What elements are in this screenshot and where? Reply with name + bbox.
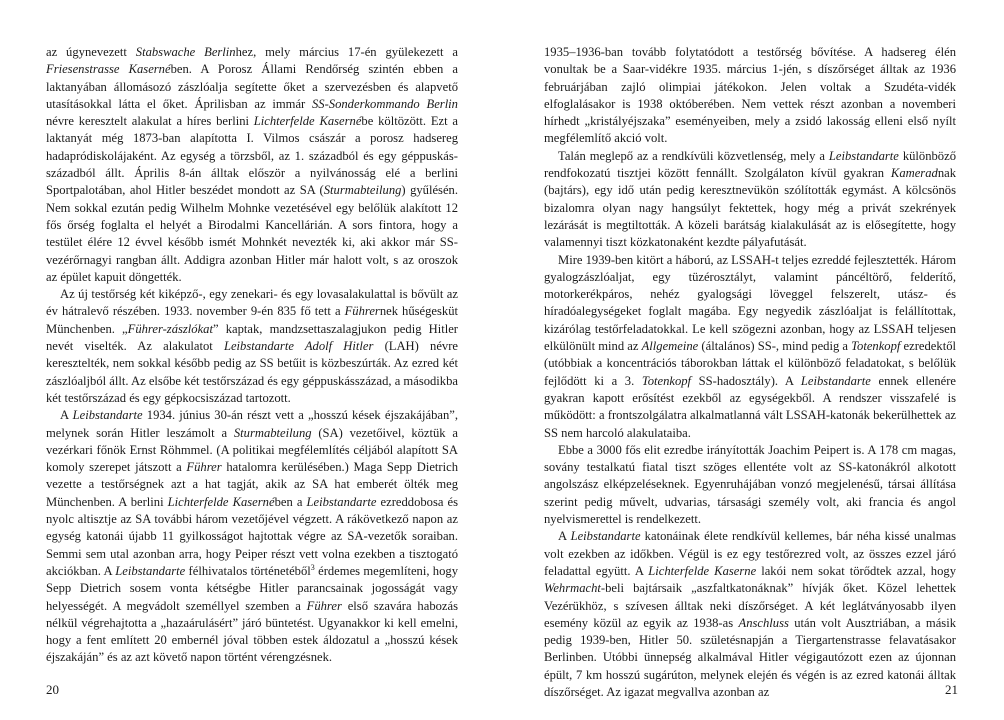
text-run: ) gyűlésén. Nem sokkal ezután pedig Wilhelm Mohnke vezetésével egy belőlük alakított 12 fős őrség foglalta el helyét a Birodalmi Kancellárián. A sors fintora, hogy a testület élére 12 évvel később ismét Mohnkét nevezték ki, aki akkor már SS-vezérőrnagyi rangban állt. Addigra azonban Hitler már halott volt, s az oroszok az épület kapuit döngették. [46,183,458,284]
text-run: után volt Ausztriában, a másik pedig 1939-ben, Hitler 50. születésnapján a Tiergartenstrasse felavatásakor Berlinben. Utóbbi ünnepség alkalmával Hitler végigautózott ezen az újonnan épült, 7 km hosszú sugárúton, melynek elején és végén is az ezred katonái álltak díszőrséget. Az igazat megvallva azonban az [544,615,956,699]
italic-text: Lichterfelde Kaserné [253,114,362,129]
paragraph [544,442,956,528]
italic-text: SS-Sonderkommando Berlin [312,96,458,111]
text-run: A [60,408,73,423]
text-run: Talán meglepő az a rendkívüli közvetlenség, mely a [558,148,829,163]
paragraph [46,286,458,407]
italic-text: Führer [344,304,380,319]
text-run: Ebbe a 3000 fős elit ezredbe irányították Joachim Peipert is. A 178 cm magas, sovány testalkatú fiatal tiszt szöges ellentéte volt az SS-katonákról alkotott angolszász elképzeléseknek. Egyenruhájában vonzó megjelenésű, társai állítása szerint pedig művelt, udvarias, társasági személy volt, aki francia és angol nyelvismerettel is rendelkezett. [544,442,956,527]
text-run: különböző rendfokozatú tisztjei között fennállt. Szolgálaton kívül gyakran [544,148,956,181]
text-run: érdemes megemlíteni, hogy Sepp Dietrich sosem vonta kétségbe Hitler parancsainak jogosságát vagy helyességét. A megvádolt személlyel szemben a [46,563,458,613]
italic-text: Leibstandarte [800,373,871,388]
text-run: ” kaptak, mandzsettaszalagjukon pedig Hitler nevét viselték. Az alakulatot [46,321,459,354]
paragraph [46,44,458,286]
italic-text: Totenkopf [641,373,692,388]
text-run: ben a [274,494,307,509]
text-run: lakói nem sokat törődtek azzal, hogy [756,563,956,578]
text-run: félhivatalos történetéből [185,563,311,578]
text-run: be költözött. Ezt a laktanyát még 1873-ban alapította I. Vilmos császár a porosz hadsereg hadapródiskolájaként. Az egység a törzsből, az 1. századból és egy géppuskásszázadból állt. Április 8-án álltak először a nyilvánosság elé a berlini Sportpalotában, ahol Hitler beszédet mondott az SA ( [46,114,458,198]
text-run: katonáinak élete rendkívül kellemes, bár néha kissé unalmas volt ezekben az időkben. Végül is ez egy testőrezred volt, az összes ezzel járó feladattal együtt. A [544,529,956,578]
italic-text: Lichterfelde Kaserne [648,563,757,578]
italic-text: Leibstandarte [570,529,641,544]
right-page [502,0,1004,720]
italic-text: Leibstandarte [115,563,186,578]
italic-text: Leibstandarte [306,494,377,509]
italic-text: Führer [306,598,342,613]
text-run: 1935–1936-ban tovább folytatódott a testőrség bővítése. A hadsereg élén vonultak be a Saar-vidékre 1935. március 1-jén, s díszőrséget álltak az 1936 februárjában zajló olimpiai játékokon. Jelen voltak a Szudéta-vidék elfoglalásakor is 1938 októberében. Nem vettek részt azonban a novemberi hírhedt „kristályéjszaka” eseményeiben, mely a zsidó lakosság elleni első nyílt megfélemlítő akció volt. [544,45,956,146]
italic-text: Allgemeine [641,339,699,354]
italic-text: Führer [186,460,222,475]
text-run: nek hűségesküt Münchenben. „ [46,304,459,336]
italic-text: Lichterfelde Kaserné [167,494,275,509]
italic-text: Leibstandarte Adolf Hitler [223,339,374,354]
text-run: ennek ellenére gyakran kapott erősítést ezekből az egységekből. A rendszer visszafelé is működött: a frontszolgálatra alkalmatlanná vált LSSAH-katonák bekerülhettek az SS nem harcoló alakulataiba. [544,373,956,440]
italic-text: Sturmabteilung [323,183,402,198]
italic-text: Friesenstrasse Kaserné [46,62,171,77]
text-run: A [558,529,571,544]
italic-text: Führer-zászlókat [127,321,213,336]
text-run: hatalomra kerülésében.) Maga Sepp Dietrich vezette a testőrségnek azt a hat tagját, akik az SA hat emberét ölték meg Münchenben. A berlini [46,460,458,509]
text-run: (LAH) névre keresztelték, nem sokkal később pedig az SS betűit is közbeszúrták. Az ezred két zászlóaljból állt. Az elsőbe két testőrszázad és egy géppuskásszázad, a másodikba két testőrszázad és egy gépkocsiszázad tartozott. [46,339,458,405]
italic-text: Leibstandarte [828,148,899,163]
text-run: -beli bajtársaik „aszfaltkatonáknak” hívják őket. Közel lehettek Vezérükhöz, s szívesen álltak neki díszőrséget. A két leglátványosabb ilyen esemény közül az egyik az 1938-as [544,581,956,630]
left-page-number: 20 [46,682,59,697]
text-run: ezredektől (utóbbiak a koncentrációs táborokban láttak el különböző feladatokat, s belőlük fejlődött ki a 3. [544,339,956,388]
right-page-number: 21 [945,682,958,697]
text-run: SS-hadosztály). A [691,373,801,388]
text-run: Az új testőrség két kiképző-, egy zenekari- és egy lovasalakulattal is bővült az év hátralevő részében. 1933. november 9-én 835 fő tett a [46,287,458,319]
footnote-marker: 3 [310,562,315,572]
text-run: hez, mely március 17-én gyülekezett a [235,45,458,59]
text-run: az úgynevezett [46,45,136,59]
text-run: Mire 1939-ben kitört a háború, az LSSAH-t teljes ezreddé fejlesztették. Három gyalogzászlóaljat, egy tüzérosztályt, valamint páncéltörő, felderítő, motorkerékpáros, nehéz gyalogsági löveggel felszerelt, utász- és híradóalegységeket foglalt magába. Egy negyedik zászlóaljat is felállítottak, kizárólag testőrfeladatokkal. Le kell szögezni azonban, hogy az LSSAH teljesen elkülönült mind az [544,252,956,354]
italic-text: Sturmabteilung [233,425,312,440]
paragraph [544,44,956,148]
italic-text: Kamerad [890,166,938,181]
italic-text: Wehrmacht [544,581,601,596]
right-page-text [544,44,956,701]
italic-text: Stabswache Berlin [135,45,236,59]
text-run: ezreddobosa és nyolc altisztje az SA további három vezetőjével végzett. A rákövetkező napon az egység katonái újabb 11 gyilkosságot hajtottak végre az SA-vezetők soraiban. Semmi sem utal azonban arra, hogy Peiper részt vett volna ezekben a tisztogató akciókban. A [46,494,459,578]
paragraph [544,528,956,701]
paragraph [46,407,458,666]
text-run: (SA) vezetőivel, köztük a vezérkari főnök Ernst Röhmmel. (A politikai megfélemlítés céljából alapított SA komoly szerepet játszott a [46,425,458,475]
text-run: névre keresztelt alakulat a híres berlini [46,114,254,129]
italic-text: Anschluss [738,615,789,630]
italic-text: Totenkopf [851,339,901,354]
paragraph [544,252,956,442]
text-run: 1934. június 30-án részt vett a „hosszú kések éjszakájában”, melynek során Hitler leszámolt a [46,408,458,440]
left-page-text [46,44,458,667]
text-run: első szavára habozás nélkül végrehajtotta a „hazaárulásért” járó büntetést. Ugyanakkor ki kell emelni, hogy a fent említett 20 embernél jóval többen estek áldozatul a „hosszú kések éjszakáján” és az azt követő napon történt vérengzésnek. [46,598,458,665]
italic-text: Leibstandarte [72,408,143,423]
text-run: (általános) SS-, mind pedig a [698,339,852,354]
text-run: ben. A Porosz Állami Rendőrség szintén ebben a laktanyában állomásozó zászlóalja segítette őket a szervezésben és alapvető utasításokkal látta el őket. Áprilisban az immár [46,62,458,111]
paragraph [544,148,956,252]
text-run: nak (bajtárs), egy idő után pedig keresztnevükön szólították egymást. A kölcsönös bizalomra olyan nagy hangsúlyt fektettek, hogy még a privát szekrények lezárását is megtiltották. A közeli barátság kialakulását az is elősegítette, hogy valamennyi tiszt közkatonaként kezdte pályafutását. [544,166,956,250]
